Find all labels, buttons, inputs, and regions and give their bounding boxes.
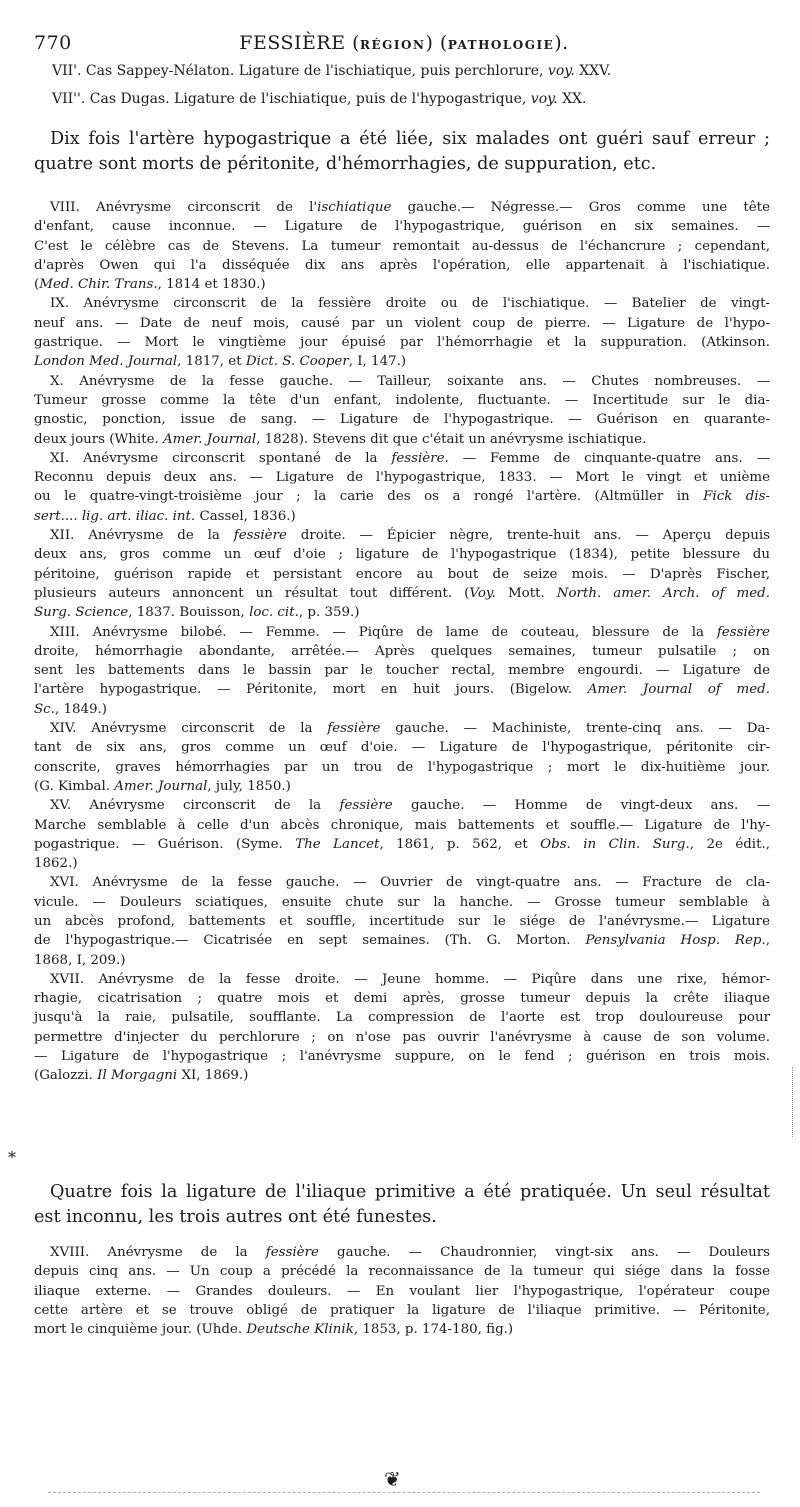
case-text-line xyxy=(34,217,770,236)
italic-reference: fessière xyxy=(327,721,381,737)
case-text-line xyxy=(34,333,770,352)
cross-ref-line-2 xyxy=(52,90,586,109)
case-text-line xyxy=(34,893,770,912)
case-text: (G. Kimbal. xyxy=(34,778,115,794)
italic-reference: Voy. xyxy=(469,585,496,601)
case-text-line xyxy=(34,1301,770,1320)
title-main: FESSIÈRE ( xyxy=(239,32,361,54)
case-text: vicule. — Douleurs sciatiques, ensuite chute sur la hanche. — Grosse tumeur semblable à xyxy=(34,894,770,910)
cross-ref-text: VII'. Cas Sappey-Nélaton. Ligature de l'ischiatique, puis perchlorure, xyxy=(52,63,548,79)
italic-reference: fessière xyxy=(339,798,393,814)
bottom-divider xyxy=(48,1492,760,1493)
case-text-line xyxy=(34,603,770,622)
case-text-line xyxy=(34,719,770,738)
case-text: permettre d'injecter du perchlorure ; on n'ose pas ouvrir l'anévrysme à cause de son volume. xyxy=(34,1029,770,1045)
italic-reference: Sc. xyxy=(34,701,55,717)
case-text: gauche. — Homme de vingt-deux ans. — xyxy=(392,798,770,814)
case-text-line xyxy=(34,410,770,429)
case-text: péritoine, guérison rapide et persistant encore au bout de seize mois. — D'après Fischer, xyxy=(34,566,770,582)
title-mid: ) ( xyxy=(425,32,448,54)
case-text-line xyxy=(34,468,770,487)
case-text: 1868, I, 209.) xyxy=(34,952,126,968)
italic-reference: fessière xyxy=(233,528,287,544)
case-text: XV. Anévrysme circonscrit de la xyxy=(50,798,340,814)
case-text: . — Femme de cinquante-quatre ans. — xyxy=(444,450,770,466)
case-text: droite. — Épicier nègre, trente-huit ans. — Aperçu depuis xyxy=(286,528,770,544)
cross-ref-line-1 xyxy=(52,62,611,81)
summary-line: Dix fois l'artère hypogastrique a été liée, six malades ont guéri sauf erreur ; xyxy=(50,129,770,149)
italic-reference: ischiatique xyxy=(317,200,392,215)
italic-reference: Fick dis- xyxy=(703,489,771,505)
case-text: conscrite, graves hémorrhagies par un trou de l'hypogastrique ; mort le dix-huitième jour. xyxy=(34,759,770,775)
case-text: , 2e édit., xyxy=(689,836,770,852)
case-text-line xyxy=(34,1028,770,1047)
case-text-line xyxy=(34,507,770,526)
italic-reference: The Lancet xyxy=(295,836,380,852)
title-region: RÉGION xyxy=(360,38,426,52)
case-text: — Ligature de l'hypogastrique ; l'anévrysme suppure, on le fend ; guérison en trois mois. xyxy=(34,1049,770,1065)
italic-reference: fessière xyxy=(391,450,445,466)
case-text-line xyxy=(34,294,770,313)
cross-ref-voy: voy. xyxy=(530,91,558,107)
case-text: Tumeur grosse comme la tête d'un enfant, indolente, fluctuante. — Incertitude sur le dia- xyxy=(34,392,770,408)
case-text: droite, hémorrhagie abondante, arrêtée.— Après quelques semaines, tumeur pulsatile ; on xyxy=(34,643,770,659)
italic-reference: fessière xyxy=(716,624,770,640)
case-text: pogastrique. — Guérison. (Syme. xyxy=(34,836,296,852)
case-text: gauche.— Négresse.— Gros comme une tête xyxy=(391,200,770,215)
summary-line: est inconnu, les trois autres ont été funestes. xyxy=(34,1207,437,1227)
case-text-line xyxy=(34,680,770,699)
italic-reference: Il Morgagni xyxy=(97,1068,178,1084)
case-text-line xyxy=(34,391,770,410)
case-text: XI. Anévrysme circonscrit spontané de la xyxy=(50,450,392,466)
case-text: X. Anévrysme de la fesse gauche. — Tailleur, soixante ans. — Chutes nombreuses. — xyxy=(50,373,770,389)
case-text: , 1837. Bouisson, xyxy=(128,605,250,621)
case-text: deux ans, gros comme un œuf d'oie ; ligature de l'hypogastrique (1834), petite blessure du xyxy=(34,547,770,563)
case-text: XI, 1869.) xyxy=(177,1068,249,1084)
case-text-line xyxy=(34,1262,770,1281)
case-text-line xyxy=(34,970,770,989)
case-list-iliac xyxy=(34,1243,770,1339)
case-text: plusieurs auteurs annoncent un résultat tout différent. ( xyxy=(34,585,470,601)
cross-ref-voy: voy. xyxy=(547,63,575,79)
case-text: gnostic, ponction, issue de sang. — Ligature de l'hypogastrique. — Guérison en quarante- xyxy=(34,412,770,428)
case-text: cette artère et se trouve obligé de pratiquer la ligature de l'iliaque primitive. — Péritonite, xyxy=(34,1302,770,1318)
case-text-line xyxy=(34,275,770,294)
case-text-line xyxy=(34,1066,770,1085)
italic-reference: Obs. in Clin. Surg. xyxy=(540,836,690,852)
case-text: , xyxy=(765,933,770,949)
case-text-line xyxy=(34,449,770,468)
italic-reference: sert.... lig. art. iliac. int. xyxy=(34,508,196,524)
case-text: , 1814 et 1830.) xyxy=(157,277,266,293)
case-text: gauche. — Chaudronnier, vingt-six ans. — Douleurs xyxy=(318,1245,770,1260)
case-text: ( xyxy=(34,277,40,293)
case-text-line xyxy=(34,1047,770,1066)
margin-star-marker: * xyxy=(8,1148,16,1167)
case-text: IX. Anévrysme circonscrit de la fessière droite ou de l'ischiatique. — Batelier de vingt- xyxy=(50,296,770,312)
case-text-line xyxy=(34,912,770,931)
case-text-line xyxy=(34,565,770,584)
case-text: XIV. Anévrysme circonscrit de la xyxy=(50,721,328,737)
case-text: , 1817, et xyxy=(177,354,246,370)
case-text: d'après Owen qui l'a disséquée dix ans après l'opération, elle appartenait à l'ischiatique. xyxy=(34,257,770,273)
case-text: , 1861, p. 562, et xyxy=(379,836,541,852)
italic-reference: loc. cit. xyxy=(249,605,299,621)
case-text: 1862.) xyxy=(34,856,78,872)
case-text: sent les battements dans le bassin par le toucher rectal, membre engourdi. — Ligature de xyxy=(34,663,770,679)
italic-reference: Amer. Journal xyxy=(163,431,257,447)
cross-ref-text: VII''. Cas Dugas. Ligature de l'ischiatique, puis de l'hypogastrique, xyxy=(52,91,531,107)
italic-reference: North. amer. Arch. of med. xyxy=(556,585,770,601)
page-title xyxy=(34,32,774,54)
italic-reference: Pensylvania Hosp. Rep. xyxy=(585,933,766,949)
running-header xyxy=(34,32,774,56)
case-text: Mott. xyxy=(495,585,557,601)
case-text-line xyxy=(34,661,770,680)
case-text: Reconnu depuis deux ans. — Ligature de l'hypogastrique, 1833. — Mort le vingt et unième xyxy=(34,470,770,486)
case-text: XII. Anévrysme de la xyxy=(50,528,234,544)
case-text: XVIII. Anévrysme de la xyxy=(50,1245,266,1260)
page-number: 770 xyxy=(34,32,72,54)
case-text: l'artère hypogastrique. — Péritonite, mort en huit jours. (Bigelow. xyxy=(34,682,588,698)
case-text-line xyxy=(34,738,770,757)
case-text-line xyxy=(34,1008,770,1027)
case-text-line xyxy=(34,835,770,854)
case-text: Marche semblable à celle d'un abcès chronique, mais battements et souffle.— Ligature de l'hy- xyxy=(34,817,770,833)
case-text: XVI. Anévrysme de la fesse gauche. — Ouvrier de vingt-quatre ans. — Fracture de cla- xyxy=(50,875,770,891)
italic-reference: Deutsche Klinik xyxy=(246,1322,354,1338)
italic-reference: Amer. Journal of med. xyxy=(587,682,770,698)
italic-reference: Dict. S. Cooper xyxy=(245,354,349,370)
case-text: un abcès profond, battements et souffle, incertitude sur le siége de l'anévrysme.— Ligature xyxy=(34,913,770,929)
page-edge-shadow xyxy=(792,1067,794,1137)
case-text-line xyxy=(34,989,770,1008)
case-text-line xyxy=(34,526,770,545)
case-text-line xyxy=(34,584,770,603)
case-text-line xyxy=(34,545,770,564)
case-text-line xyxy=(34,1320,770,1339)
case-text: XIII. Anévrysme bilobé. — Femme. — Piqûre de lame de couteau, blessure de la xyxy=(50,624,717,640)
case-text: VIII. Anévrysme circonscrit de l' xyxy=(50,200,318,215)
case-text-line xyxy=(34,487,770,506)
case-text: , 1849.) xyxy=(54,701,108,717)
case-text-line xyxy=(34,642,770,661)
italic-reference: Surg. Science xyxy=(34,605,129,621)
italic-reference: London Med. Journal xyxy=(34,354,178,370)
case-text: rhagie, cicatrisation ; quatre mois et demi après, grosse tumeur depuis la crête iliaque xyxy=(34,991,770,1007)
case-text: ou le quatre-vingt-troisième jour ; la carie des os a rongé l'artère. (Altmüller in xyxy=(34,489,704,505)
case-text: , 1853, p. 174-180, fig.) xyxy=(353,1322,514,1338)
case-text: Cassel, 1836.) xyxy=(195,508,296,524)
case-text-line xyxy=(34,816,770,835)
case-text-line xyxy=(34,1282,770,1301)
cross-ref-suffix: XXV. xyxy=(574,63,612,79)
case-text-line xyxy=(34,372,770,391)
case-text: deux jours (White. xyxy=(34,431,164,447)
case-text: C'est le célèbre cas de Stevens. La tumeur remontait au-dessus de l'échancrure ; cependant, xyxy=(34,238,770,254)
case-text: gauche. — Machiniste, trente-cinq ans. — Da- xyxy=(380,721,770,737)
case-text-line xyxy=(34,931,770,950)
case-text: tant de six ans, gros comme un œuf d'oie. — Ligature de l'hypogastrique, péritonite cir- xyxy=(34,740,770,756)
case-text-line xyxy=(34,758,770,777)
italic-reference: Med. Chir. Trans. xyxy=(39,277,158,293)
case-text-line xyxy=(34,352,770,371)
case-text: de l'hypogastrique.— Cicatrisée en sept semaines. (Th. G. Morton. xyxy=(34,933,586,949)
summary-line: Quatre fois la ligature de l'iliaque primitive a été pratiquée. Un seul résultat xyxy=(50,1182,770,1202)
title-pathology: PATHOLOGIE xyxy=(447,38,555,52)
bottom-ornament-icon: ❦ xyxy=(384,1467,401,1491)
case-text: , p. 359.) xyxy=(298,605,360,621)
case-text: , july, 1850.) xyxy=(207,778,291,794)
case-text-line xyxy=(34,256,770,275)
case-text: gastrique. — Mort le vingtième jour épuisé par l'hémorrhagie et la suppuration. (Atkinson. xyxy=(34,335,770,351)
italic-reference: fessière xyxy=(265,1245,319,1260)
case-text-line xyxy=(34,873,770,892)
case-text-line xyxy=(34,796,770,815)
case-list-hypogastric xyxy=(34,198,770,1086)
case-text-line xyxy=(34,777,770,796)
case-text-line xyxy=(34,1243,770,1262)
case-text: XVII. Anévrysme de la fesse droite. — Jeune homme. — Piqûre dans une rixe, hémor- xyxy=(50,971,770,987)
case-text-line xyxy=(34,623,770,642)
case-text: iliaque externe. — Grandes douleurs. — En voulant lier l'hypogastrique, l'opérateur coupe xyxy=(34,1283,770,1299)
case-text-line xyxy=(34,854,770,873)
case-text-line xyxy=(34,430,770,449)
cross-ref-suffix: XX. xyxy=(557,91,587,107)
case-text-line xyxy=(34,314,770,333)
case-text-line xyxy=(34,951,770,970)
case-text: , I, 147.) xyxy=(348,354,407,370)
italic-reference: Amer. Journal xyxy=(114,778,208,794)
title-end: ). xyxy=(554,32,569,54)
case-text: (Galozzi. xyxy=(34,1068,98,1084)
summary-line: quatre sont morts de péritonite, d'hémorrhagies, de suppuration, etc. xyxy=(34,154,657,174)
case-text: d'enfant, cause inconnue. — Ligature de l'hypogastrique, guérison en six semaines. — xyxy=(34,219,770,235)
case-text: , 1828). Stevens dit que c'était un anévrysme ischiatique. xyxy=(256,431,647,447)
case-text: neuf ans. — Date de neuf mois, causé par un violent coup de pierre. — Ligature de l'hypo- xyxy=(34,315,770,331)
case-text-line xyxy=(34,700,770,719)
case-text: mort le cinquième jour. (Uhde. xyxy=(34,1322,247,1338)
summary-paragraph-1 xyxy=(34,127,770,177)
case-text: depuis cinq ans. — Un coup a précédé la reconnaissance de la tumeur qui siége dans la fosse xyxy=(34,1264,770,1280)
case-text-line xyxy=(34,198,770,217)
case-text-line xyxy=(34,237,770,256)
case-text: jusqu'à la raie, pulsatile, soufflante. La compression de l'aorte est trop douloureuse pour xyxy=(34,1010,770,1026)
summary-paragraph-2 xyxy=(34,1180,770,1230)
